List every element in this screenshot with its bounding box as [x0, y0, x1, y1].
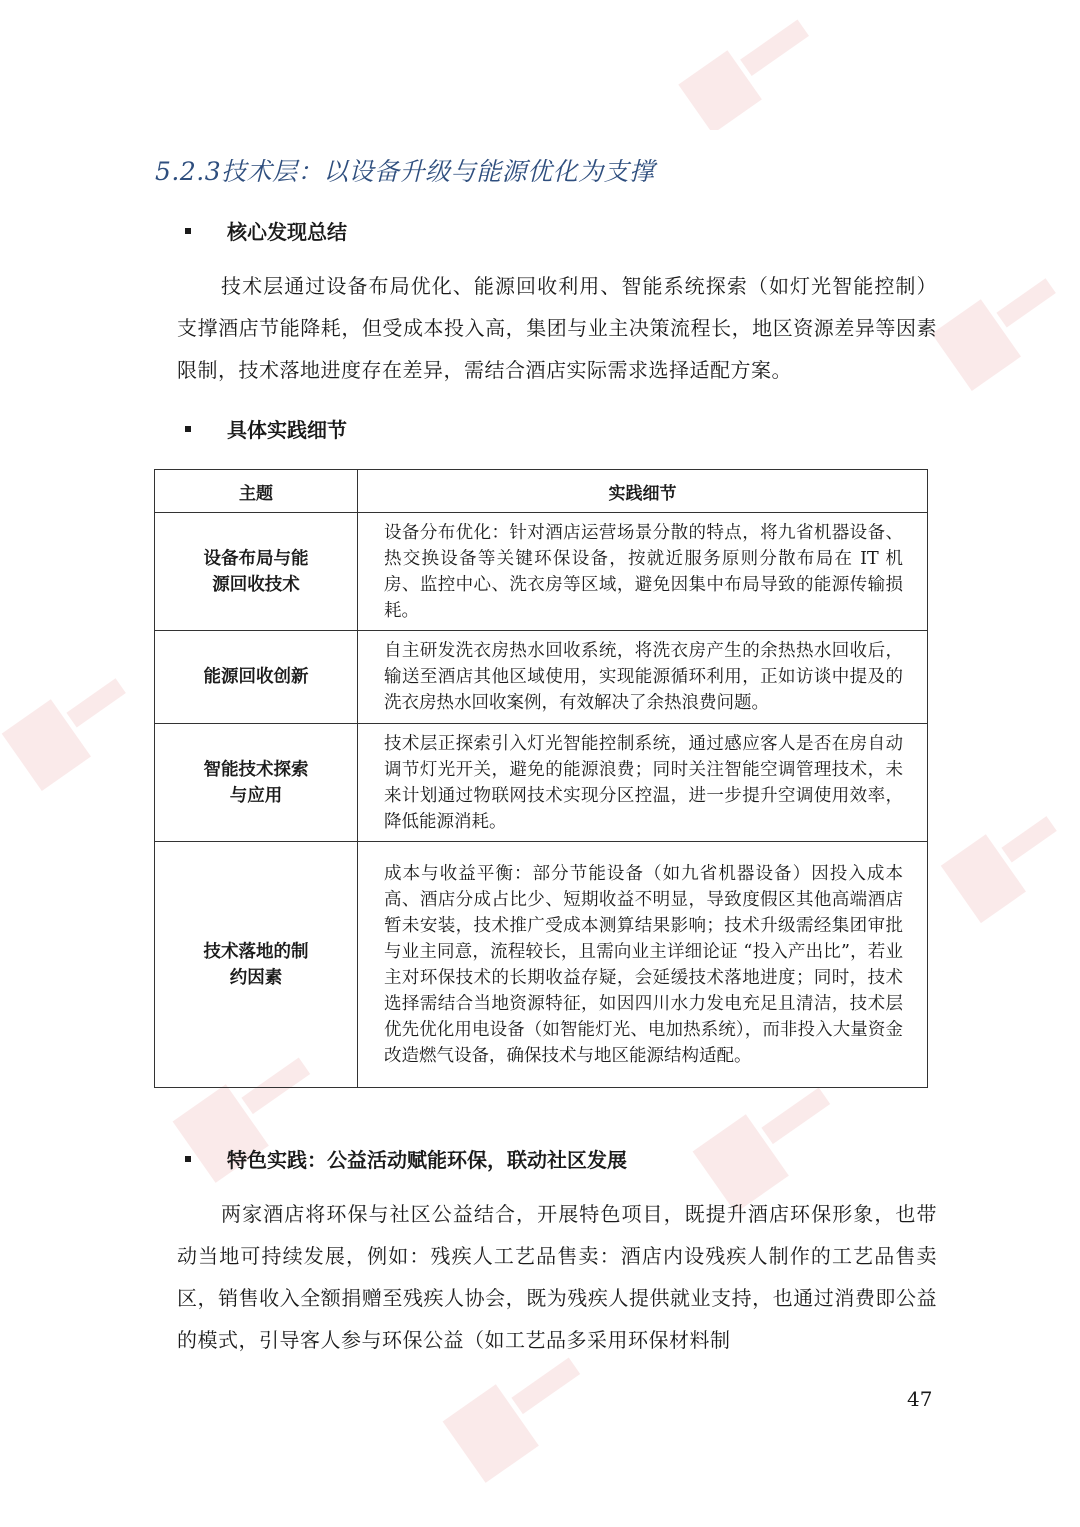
core-findings-heading: [185, 216, 347, 245]
featured-practice-heading-text: 特色实践：公益活动赋能环保，联动社区发展: [227, 1148, 627, 1172]
header-topic: 主题: [155, 470, 358, 513]
row-detail: 自主研发洗衣房热水回收系统，将洗衣房产生的余热热水回收后，输送至酒店其他区域使用，实现能源循环利用，正如访谈中提及的洗衣房热水回收案例，有效解决了余热浪费问题。: [358, 631, 928, 724]
table-row: [155, 513, 928, 631]
table-header-row: [155, 470, 928, 513]
row-detail: 成本与收益平衡：部分节能设备（如九省机器设备）因投入成本高、酒店分成占比少、短期收益不明显，导致度假区其他高端酒店暂未安装，技术推广受成本测算结果影响；技术升级需经集团审批与业主同意，流程较长，且需向业主详细论证 “投入产出比”，若业主对环保技术的长期收益存疑，会延缓技术落地进度；同时，技术选择需结合当地资源特征，如因四川水力发电充足且清洁，技术层优先优化用电设备（如智能灯光、电加热系统），而非投入大量资金改造燃气设备，确保技术与地区能源结构适配。: [358, 842, 928, 1088]
bullet-icon: [185, 1156, 191, 1162]
practice-details-heading: [185, 414, 347, 443]
row-topic: 技术落地的制 约因素: [155, 842, 358, 1088]
table-row: [155, 842, 928, 1088]
header-detail: 实践细节: [358, 470, 928, 513]
practice-table: [154, 469, 928, 1088]
row-topic: 智能技术探索 与应用: [155, 724, 358, 842]
row-topic: 设备布局与能 源回收技术: [155, 513, 358, 631]
page-number: 47: [907, 1387, 933, 1411]
core-findings-heading-text: 核心发现总结: [227, 220, 347, 244]
table-row: [155, 724, 928, 842]
core-findings-paragraph: 技术层通过设备布局优化、能源回收利用、智能系统探索（如灯光智能控制）支撑酒店节能降耗，但受成本投入高，集团与业主决策流程长，地区资源差异等因素限制，技术落地进度存在差异，需结合酒店实际需求选择适配方案。: [177, 274, 937, 382]
table-row: [155, 631, 928, 724]
bullet-icon: [185, 228, 191, 234]
featured-practice-paragraph: 两家酒店将环保与社区公益结合，开展特色项目，既提升酒店环保形象，也带动当地可持续发展，例如：残疾人工艺品售卖：酒店内设残疾人制作的工艺品售卖区，销售收入全额捐赠至残疾人协会，既为残疾人提供就业支持，也通过消费即公益的模式，引导客人参与环保公益（如工艺品多采用环保材料制: [177, 1202, 937, 1352]
row-topic: 能源回收创新: [155, 631, 358, 724]
row-detail: 设备分布优化：针对酒店运营场景分散的特点，将九省机器设备、热交换设备等关键环保设备，按就近服务原则分散布局在 IT 机房、监控中心、洗衣房等区域，避免因集中布局导致的能源传输损耗。: [358, 513, 928, 631]
featured-practice-heading: [185, 1144, 627, 1173]
row-detail: 技术层正探索引入灯光智能控制系统，通过感应客人是否在房自动调节灯光开关，避免的能源浪费；同时关注智能空调管理技术，未来计划通过物联网技术实现分区控温，进一步提升空调使用效率，降低能源消耗。: [358, 724, 928, 842]
section-title: 5.2.3技术层：以设备升级与能源优化为支撑: [155, 157, 655, 186]
practice-details-heading-text: 具体实践细节: [227, 418, 347, 442]
bullet-icon: [185, 426, 191, 432]
